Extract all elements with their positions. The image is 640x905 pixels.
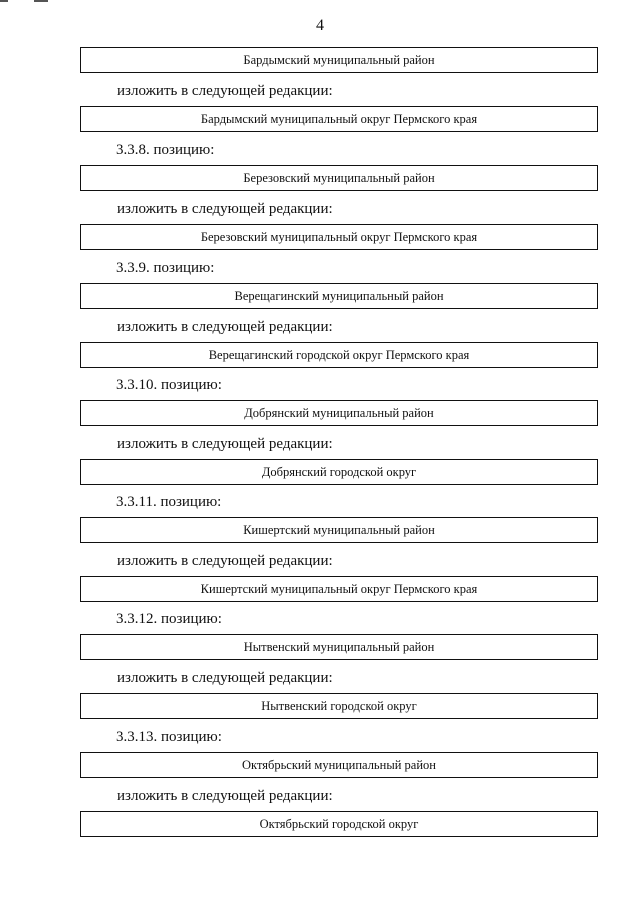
instruction-line: изложить в следующей редакции: xyxy=(117,436,333,452)
instruction-line: изложить в следующей редакции: xyxy=(117,201,333,217)
position-heading: 3.3.12. позицию: xyxy=(116,611,222,627)
table-cell-old-name: Верещагинский муниципальный район xyxy=(80,283,598,309)
table-cell-new-name: Березовский муниципальный округ Пермского края xyxy=(80,224,598,250)
table-cell-old-name: Бардымский муниципальный район xyxy=(80,47,598,73)
table-cell-old-name: Нытвенский муниципальный район xyxy=(80,634,598,660)
table-cell-new-name: Добрянский городской округ xyxy=(80,459,598,485)
table-cell-old-name: Березовский муниципальный район xyxy=(80,165,598,191)
scan-edge-mark-left xyxy=(0,0,8,2)
position-heading: 3.3.8. позицию: xyxy=(116,142,215,158)
table-cell-new-name: Верещагинский городской округ Пермского края xyxy=(80,342,598,368)
instruction-line: изложить в следующей редакции: xyxy=(117,319,333,335)
position-heading: 3.3.9. позицию: xyxy=(116,260,215,276)
table-cell-new-name: Кишертский муниципальный округ Пермского края xyxy=(80,576,598,602)
table-cell-old-name: Добрянский муниципальный район xyxy=(80,400,598,426)
position-heading: 3.3.10. позицию: xyxy=(116,377,222,393)
table-cell-new-name: Нытвенский городской округ xyxy=(80,693,598,719)
table-cell-new-name: Бардымский муниципальный округ Пермского края xyxy=(80,106,598,132)
position-heading: 3.3.11. позицию: xyxy=(116,494,222,510)
table-cell-old-name: Октябрьский муниципальный район xyxy=(80,752,598,778)
table-cell-new-name: Октябрьский городской округ xyxy=(80,811,598,837)
position-heading: 3.3.13. позицию: xyxy=(116,729,222,745)
instruction-line: изложить в следующей редакции: xyxy=(117,553,333,569)
instruction-line: изложить в следующей редакции: xyxy=(117,788,333,804)
instruction-line: изложить в следующей редакции: xyxy=(117,670,333,686)
page-number: 4 xyxy=(316,17,324,34)
scan-edge-mark-right xyxy=(34,0,48,2)
table-cell-old-name: Кишертский муниципальный район xyxy=(80,517,598,543)
instruction-line: изложить в следующей редакции: xyxy=(117,83,333,99)
